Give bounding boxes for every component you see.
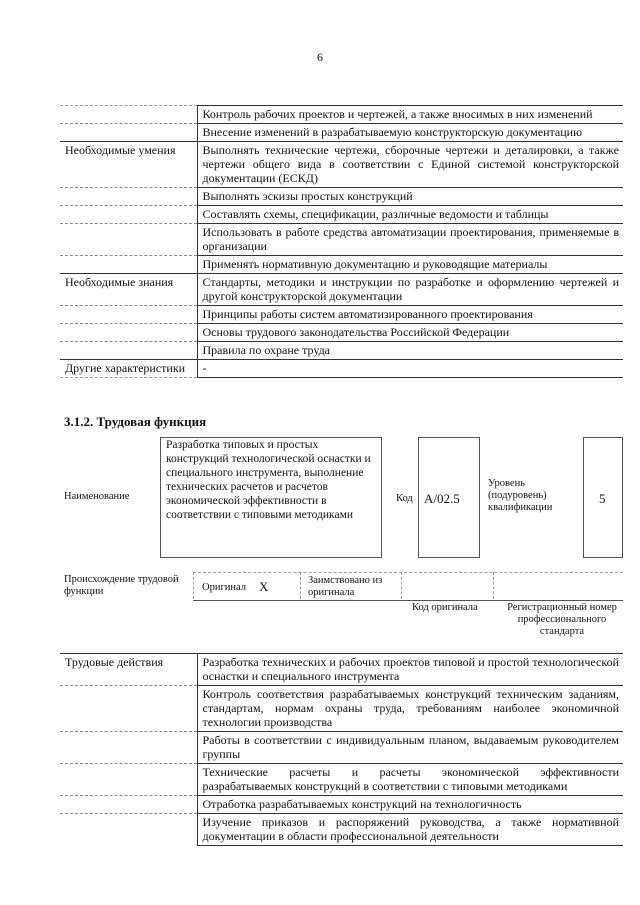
section-title: 3.1.2. Трудовая функция: [64, 414, 207, 429]
row-label: [60, 224, 197, 256]
table-row: [60, 188, 623, 206]
row-text: Контроль рабочих проектов и чертежей, а также вносимых в них изменений: [197, 106, 623, 124]
name-label: Наименование: [64, 491, 130, 502]
table-row: [60, 814, 623, 846]
row-text: Составлять схемы, спецификации, различные ведомости и таблицы: [197, 206, 623, 224]
origin-divider: [300, 572, 301, 599]
origin-divider: [401, 572, 402, 599]
row-label: Необходимые умения: [60, 142, 197, 188]
original-mark: X: [259, 579, 269, 594]
row-label: [60, 188, 197, 206]
original-label: Оригинал: [202, 582, 246, 593]
row-text: Выполнять технические чертежи, сборочные чертежи и деталировки, а также чертежи общего вида в соответствии с Единой системой конструкторской документации (ЕСКД): [197, 142, 623, 188]
code-label: Код: [396, 493, 413, 504]
row-text: Разработка технических и рабочих проектов типовой и простой технологической оснастки и специального инструмента: [197, 654, 623, 686]
table-row: [60, 224, 623, 256]
row-label: [60, 124, 197, 142]
code-value: A/02.5: [424, 491, 460, 506]
table-row: [60, 654, 623, 686]
row-text: Использовать в работе средства автоматизации проектирования, применяемые в организации: [197, 224, 623, 256]
row-label: [60, 106, 197, 124]
row-label: [60, 306, 197, 324]
level-label: Уровень (подуровень) квалификации: [488, 478, 553, 513]
table-row: [60, 732, 623, 764]
origin-frame: [193, 572, 623, 601]
row-label: Трудовые действия: [60, 654, 197, 686]
table-row: [60, 324, 623, 342]
row-label: [60, 256, 197, 274]
table-row: [60, 796, 623, 814]
row-text: Правила по охране труда: [197, 342, 623, 360]
row-text: Контроль соответствия разрабатываемых конструкций техническим заданиям, стандартам, нормам охраны труда, требованиям наиболее экономичной технологии производства: [197, 686, 623, 732]
row-text: Изучение приказов и распоряжений руководства, а также нормативной документации в области профессиональной деятельности: [197, 814, 623, 846]
reg-number-caption: Регистрационный номер профессионального стандарта: [507, 602, 617, 637]
table-row: [60, 106, 623, 124]
row-text: Внесение изменений в разрабатываемую конструкторскую документацию: [197, 124, 623, 142]
row-text: Применять нормативную документацию и руководящие материалы: [197, 256, 623, 274]
table-row: [60, 342, 623, 360]
row-text: Выполнять эскизы простых конструкций: [197, 188, 623, 206]
labor-actions-table: [60, 653, 623, 846]
level-value: 5: [599, 491, 606, 506]
borrowed-label: Заимствовано из оригинала: [308, 575, 383, 598]
row-label: [60, 206, 197, 224]
row-text: Отработка разрабатываемых конструкций на технологичность: [197, 796, 623, 814]
table-row: [60, 764, 623, 796]
function-name-value: Разработка типовых и простых конструкций технологической оснастки и специального инструмента, выполнение технических расчетов и расчетов экономической эффективности в соответствии с типовыми методиками: [166, 439, 371, 521]
table-row: [60, 256, 623, 274]
row-label: Другие характеристики: [60, 360, 197, 378]
origin-divider: [193, 572, 194, 599]
row-text: Принципы работы систем автоматизированного проектирования: [197, 306, 623, 324]
row-text: Технические расчеты и расчеты экономической эффективности разрабатываемых конструкций в соответствии с типовыми методиками: [197, 764, 623, 796]
skills-knowledge-table: [60, 105, 623, 378]
table-row: [60, 206, 623, 224]
row-text: Стандарты, методики и инструкции по разработке и оформлению чертежей и другой конструкторской документации: [197, 274, 623, 306]
row-text: Основы трудового законодательства Российской Федерации: [197, 324, 623, 342]
row-label: [60, 324, 197, 342]
row-label: Необходимые знания: [60, 274, 197, 306]
table-row: [60, 124, 623, 142]
row-text: Работы в соответствии с индивидуальным планом, выдаваемым руководителем группы: [197, 732, 623, 764]
table-row: [60, 686, 623, 732]
page-number: 6: [317, 50, 323, 64]
table-row: [60, 142, 623, 188]
row-label: [60, 342, 197, 360]
origin-label: Происхождение трудовой функции: [64, 574, 179, 597]
origin-divider: [493, 572, 494, 599]
code-original-caption: Код оригинала: [412, 602, 478, 613]
row-text: -: [197, 360, 623, 378]
table-row: [60, 274, 623, 306]
table-row: [60, 360, 623, 378]
table-row: [60, 306, 623, 324]
